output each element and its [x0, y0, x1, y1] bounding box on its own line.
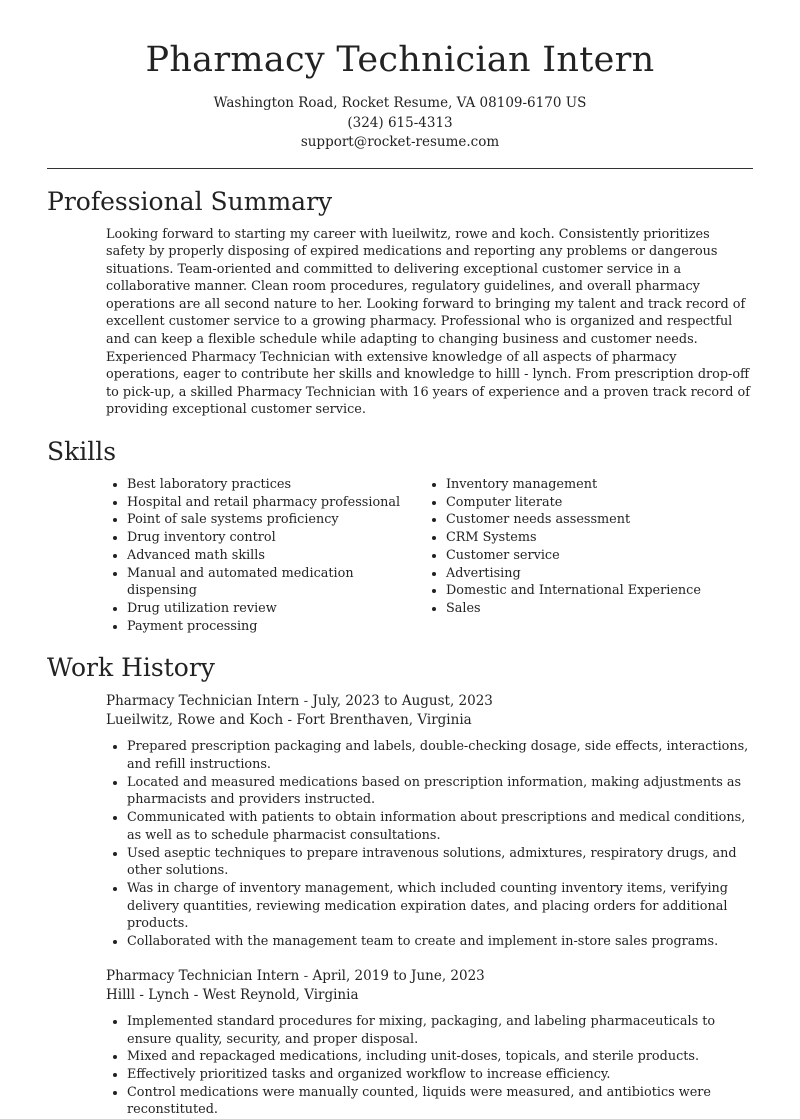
job-role: Pharmacy Technician Intern [106, 693, 300, 710]
job-bullet: • Implemented standard procedures for mixing, packaging, and labeling pharmaceuticals to ensure quality, security, and proper disposal. [127, 1013, 750, 1048]
skill-item: • CRM Systems [446, 529, 744, 547]
job-bullets [106, 1013, 750, 1119]
work-history-heading: Work History [47, 653, 215, 683]
skill-item: • Drug utilization review [127, 600, 425, 618]
job-employer: Hilll - Lynch - West Reynold, Virginia [106, 986, 359, 1003]
job-bullet: • Control medications were manually counted, liquids were measured, and antibiotics were reconstituted. [127, 1084, 750, 1119]
job-separator: - [299, 693, 313, 710]
job-entry [106, 692, 750, 950]
phone-line: (324) 615-4313 [347, 114, 453, 131]
job-bullet: • Prepared prescription packaging and labels, double-checking dosage, side effects, interactions, and refill instructions. [127, 738, 750, 773]
job-bullets [106, 738, 750, 950]
skill-item: • Advanced math skills [127, 547, 425, 565]
skill-item: • Advertising [446, 565, 744, 583]
job-title-line [106, 967, 750, 986]
job-separator: - [299, 967, 313, 984]
job-bullet: • Effectively prioritized tasks and organized workflow to increase efficiency. [127, 1066, 750, 1084]
job-bullet: • Collaborated with the management team to create and implement in-store sales programs. [127, 933, 750, 951]
job-bullet: • Mixed and repackaged medications, including unit-doses, topicals, and sterile products. [127, 1048, 750, 1066]
summary-text: Looking forward to starting my career with lueilwitz, rowe and koch. Consistently prioritizes safety by properly disposing of expired medications and reporting any problems or dangerous situations. Team-oriented and committed to delivering exceptional customer service in a collaborative manner. Clean room procedures, regulatory guidelines, and overall pharmacy operations are all second nature to her. Looking forward to bringing my talent and track record of excellent customer service to a growing pharmacy. Professional who is organized and respectful and can keep a flexible schedule while adapting to changing business and customer needs. Experienced Pharmacy Technician with extensive knowledge of all aspects of pharmacy operations, eager to contribute her skills and knowledge to hilll - lynch. From prescription drop-off to pick-up, a skilled Pharmacy Technician with 16 years of experience and a proven track record of providing exceptional customer service. [106, 226, 750, 418]
summary-heading: Professional Summary [47, 186, 333, 216]
address-line: Washington Road, Rocket Resume, VA 08109-6170 US [213, 95, 587, 111]
job-bullet: • Communicated with patients to obtain information about prescriptions and medical conditions, as well as to schedule pharmacist consultations. [127, 809, 750, 844]
job-entry [106, 967, 750, 1119]
job-bullet: • Was in charge of inventory management, which included counting inventory items, verifying delivery quantities, reviewing medication expiration dates, and placing orders for additional products. [127, 880, 750, 933]
email-line: support@rocket-resume.com [300, 134, 500, 150]
header-divider [47, 168, 753, 169]
resume-header [0, 0, 800, 153]
job-dates: April, 2019 to June, 2023 [312, 967, 485, 984]
job-bullet: • Located and measured medications based on prescription information, making adjustments as pharmacists and providers instructed. [127, 774, 750, 809]
skill-item: • Domestic and International Experience [446, 582, 744, 600]
skill-item: • Drug inventory control [127, 529, 425, 547]
skill-item: • Payment processing [127, 618, 425, 636]
skill-item: • Sales [446, 600, 744, 618]
skills-heading: Skills [47, 437, 117, 467]
skills-column-left [106, 476, 425, 635]
job-bullet: • Used aseptic techniques to prepare intravenous solutions, admixtures, respiratory drugs, and other solutions. [127, 845, 750, 880]
skill-item: • Best laboratory practices [127, 476, 425, 494]
job-dates: July, 2023 to August, 2023 [312, 693, 493, 710]
skill-item: • Point of sale systems proficiency [127, 511, 425, 529]
skills-column-right [425, 476, 744, 635]
job-title-line [106, 692, 750, 711]
skill-item: • Customer service [446, 547, 744, 565]
skills-list [106, 476, 800, 635]
skill-item: • Computer literate [446, 494, 744, 512]
skill-item: • Customer needs assessment [446, 511, 744, 529]
skill-item: • Hospital and retail pharmacy professional [127, 494, 425, 512]
skill-item: • Manual and automated medication dispensing [127, 565, 425, 600]
job-role: Pharmacy Technician Intern [106, 967, 300, 984]
candidate-name: Pharmacy Technician Intern [145, 40, 655, 80]
skill-item: • Inventory management [446, 476, 744, 494]
job-employer: Lueilwitz, Rowe and Koch - Fort Brenthaven, Virginia [106, 712, 472, 729]
